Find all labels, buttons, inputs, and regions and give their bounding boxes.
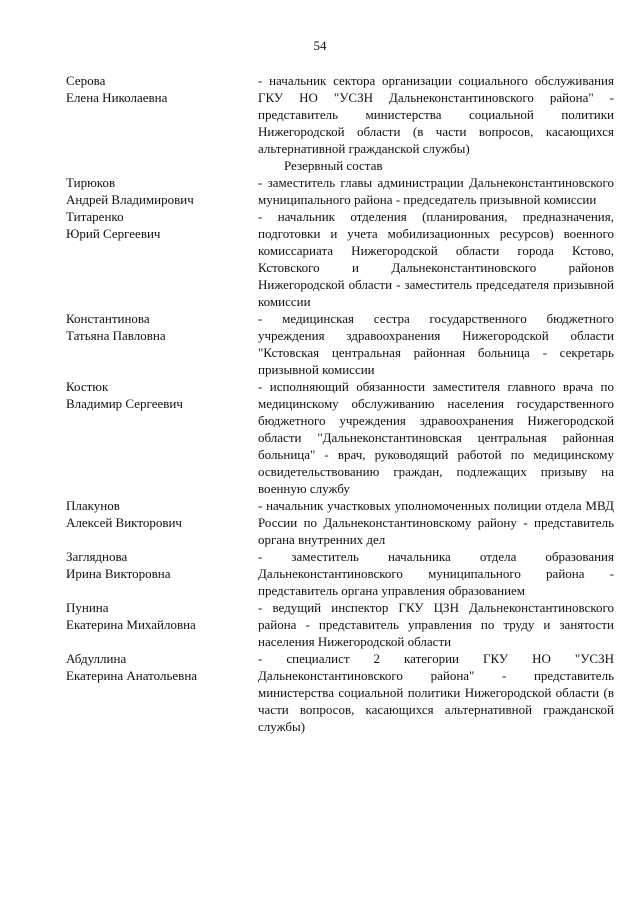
member-surname: Абдуллина	[66, 651, 127, 666]
member-given-names: Екатерина Анатольевна	[66, 668, 198, 683]
member-entry	[66, 599, 614, 650]
member-given-names: Андрей Владимирович	[66, 192, 194, 207]
member-name	[66, 497, 258, 548]
member-given-names: Елена Николаевна	[66, 90, 168, 105]
member-surname: Титаренко	[66, 209, 124, 224]
member-role: - заместитель главы администрации Дальнеконстантиновского муниципального района - председатель призывной комиссии	[258, 175, 614, 207]
member-entry	[66, 548, 614, 599]
member-name	[66, 208, 258, 310]
member-given-names: Ирина Викторовна	[66, 566, 171, 581]
member-given-names: Юрий Сергеевич	[66, 226, 161, 241]
member-surname: Пунина	[66, 600, 109, 615]
page-number: 54	[313, 38, 327, 53]
commission-member-list	[66, 72, 614, 735]
member-entry	[66, 310, 614, 378]
member-name	[66, 548, 258, 599]
member-role: - исполняющий обязанности заместителя главного врача по медицинскому обслуживанию населения государственного бюджетного учреждения здравоохранения Нижегородской области "Дальнеконстантиновская центральная районная больница" - врач, руководящий работой по медицинскому освидетельствованию граждан, подлежащих призыву на военную службу	[258, 379, 614, 496]
member-given-names: Татьяна Павловна	[66, 328, 166, 343]
member-name	[66, 650, 258, 735]
member-role: - заместитель начальника отдела образования Дальнеконстантиновского муниципального района - представитель органа управления образованием	[258, 549, 614, 598]
member-name	[66, 72, 258, 157]
member-surname: Константинова	[66, 311, 150, 326]
member-entry	[66, 497, 614, 548]
member-name	[66, 378, 258, 497]
member-entry	[66, 378, 614, 497]
member-entry	[66, 208, 614, 310]
member-role: - ведущий инспектор ГКУ ЦЗН Дальнеконстантиновского района - представитель управления по труду и занятости населения Нижегородской области	[258, 600, 614, 649]
member-role: - медицинская сестра государственного бюджетного учреждения здравоохранения Нижегородской области "Кстовская центральная районная больница - секретарь призывной комиссии	[258, 311, 614, 377]
member-entry	[66, 72, 614, 157]
section-heading: Резервный состав	[284, 158, 383, 173]
member-name	[66, 174, 258, 208]
member-role: - начальник отделения (планирования, предназначения, подготовки и учета мобилизационных ресурсов) военного комиссариата Нижегородской области города Кстово, Кстовского и Дальнеконстантиновского районов Нижегородской области - заместитель председателя призывной комиссии	[258, 209, 614, 309]
member-surname: Костюк	[66, 379, 109, 394]
member-role: - специалист 2 категории ГКУ НО "УСЗН Дальнеконстантиновского района" - представитель министерства социальной политики Нижегородской области (в части вопросов, касающихся альтернативной гражданской службы)	[258, 651, 614, 734]
member-role: - начальник участковых уполномоченных полиции отдела МВД России по Дальнеконстантиновскому району - представитель органа внутренних дел	[258, 498, 614, 547]
member-surname: Тирюков	[66, 175, 116, 190]
member-surname: Загляднова	[66, 549, 128, 564]
member-name	[66, 599, 258, 650]
member-entry	[66, 650, 614, 735]
member-surname: Плакунов	[66, 498, 120, 513]
member-role: - начальник сектора организации социального обслуживания ГКУ НО "УСЗН Дальнеконстантиновского района" - представитель министерства социальной политики Нижегородской области (в части вопросов, касающихся альтернативной гражданской службы)	[258, 73, 614, 156]
member-name	[66, 310, 258, 378]
member-given-names: Екатерина Михайловна	[66, 617, 196, 632]
member-given-names: Алексей Викторович	[66, 515, 182, 530]
member-given-names: Владимир Сергеевич	[66, 396, 183, 411]
member-surname: Серова	[66, 73, 106, 88]
member-entry	[66, 174, 614, 208]
